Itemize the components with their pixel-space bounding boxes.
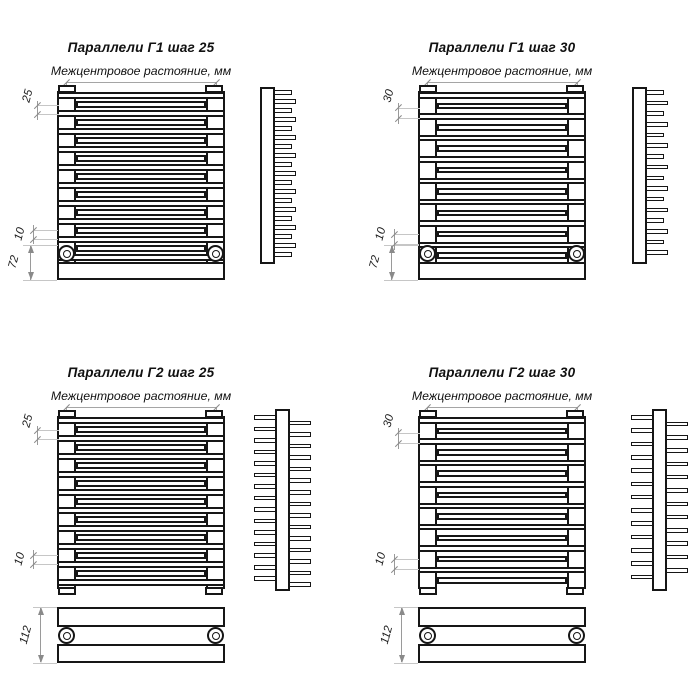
side-tooth-left bbox=[254, 576, 277, 581]
tube bbox=[418, 417, 586, 424]
gap-leader-2 bbox=[33, 239, 58, 240]
side-tooth bbox=[273, 180, 292, 185]
side-tooth-right bbox=[665, 435, 688, 440]
side-tooth-right bbox=[288, 513, 311, 518]
center-distance-label: Межцентровое растояние, мм bbox=[411, 389, 593, 403]
side-tooth-left bbox=[631, 415, 654, 420]
tube bbox=[418, 503, 586, 510]
drawing-graphics bbox=[0, 0, 339, 325]
drawing-g2-step-25 bbox=[0, 325, 339, 700]
side-tooth bbox=[645, 197, 664, 202]
center-distance-label: Межцентровое растояние, мм bbox=[50, 64, 232, 78]
side-tooth bbox=[273, 108, 292, 113]
side-tooth bbox=[645, 122, 668, 127]
drawing-graphics bbox=[361, 0, 700, 325]
side-tooth bbox=[273, 90, 292, 95]
side-tooth bbox=[273, 243, 296, 248]
tube bbox=[76, 155, 206, 162]
drawing-graphics bbox=[0, 325, 339, 700]
side-tooth-right bbox=[665, 502, 688, 507]
tube bbox=[437, 210, 567, 217]
tube bbox=[76, 227, 206, 234]
section-body-bottom bbox=[57, 644, 225, 663]
tube bbox=[76, 444, 206, 451]
side-tooth-right bbox=[288, 444, 311, 449]
side-tooth bbox=[645, 111, 664, 116]
side-tooth-left bbox=[254, 484, 277, 489]
tube bbox=[57, 471, 225, 478]
side-tooth-right bbox=[288, 525, 311, 530]
side-tooth-left bbox=[254, 438, 277, 443]
side-tooth-right bbox=[288, 559, 311, 564]
tube bbox=[76, 462, 206, 469]
gap-dimension-value: 10 bbox=[12, 551, 28, 567]
pitch-dimension-value: 30 bbox=[381, 88, 397, 104]
gap-leader-1 bbox=[33, 555, 58, 556]
section-height-dimension-value: 72 bbox=[6, 254, 22, 270]
tube bbox=[57, 92, 225, 99]
side-tooth-left bbox=[254, 542, 277, 547]
gap-dimension-value: 10 bbox=[373, 551, 389, 567]
section-body-top bbox=[418, 607, 586, 627]
side-tooth-right bbox=[665, 515, 688, 520]
side-tooth-left bbox=[631, 508, 654, 513]
tube bbox=[76, 191, 206, 198]
tube bbox=[418, 113, 586, 120]
tube bbox=[418, 545, 586, 552]
tube bbox=[57, 128, 225, 135]
drawing-title: Параллели Г2 шаг 25 bbox=[67, 365, 215, 380]
tube bbox=[76, 552, 206, 559]
tube bbox=[437, 252, 567, 259]
tube bbox=[418, 524, 586, 531]
pitch-dimension-value: 30 bbox=[381, 413, 397, 429]
side-tooth-right bbox=[288, 582, 311, 587]
side-tooth bbox=[273, 135, 296, 140]
side-tooth-right bbox=[288, 490, 311, 495]
tube bbox=[57, 110, 225, 117]
side-tooth bbox=[645, 143, 668, 148]
side-tooth bbox=[273, 207, 296, 212]
connection-pipe-right-inner bbox=[573, 250, 581, 258]
gap-leader-1 bbox=[394, 234, 419, 235]
tube bbox=[57, 435, 225, 442]
side-tooth bbox=[273, 189, 296, 194]
side-tooth-right bbox=[665, 448, 688, 453]
tube bbox=[76, 534, 206, 541]
drawing-g2-step-30 bbox=[361, 325, 700, 700]
height-ext-top bbox=[23, 245, 58, 246]
tube bbox=[418, 92, 586, 99]
side-tooth bbox=[645, 176, 664, 181]
side-tooth-left bbox=[254, 473, 277, 478]
height-ext-top bbox=[33, 607, 57, 608]
side-tooth bbox=[645, 165, 668, 170]
gap-leader-1 bbox=[394, 559, 419, 560]
dimension-arrow-up bbox=[28, 245, 34, 253]
side-tooth-left bbox=[254, 427, 277, 432]
pitch-leader-2 bbox=[399, 443, 420, 444]
tube bbox=[57, 579, 225, 586]
tube bbox=[76, 245, 206, 252]
tube bbox=[437, 124, 567, 131]
side-tooth-right bbox=[665, 568, 688, 573]
side-tooth-right bbox=[288, 478, 311, 483]
tube bbox=[418, 178, 586, 185]
center-distance-dimension-line bbox=[428, 82, 578, 83]
side-tooth bbox=[645, 218, 664, 223]
gap-leader-2 bbox=[33, 564, 58, 565]
side-tooth-left bbox=[254, 507, 277, 512]
tube bbox=[418, 156, 586, 163]
tube bbox=[76, 209, 206, 216]
tube bbox=[76, 173, 206, 180]
height-ext-bottom bbox=[33, 663, 57, 664]
pitch-dimension-value: 25 bbox=[20, 88, 36, 104]
connection-pipe-left-inner bbox=[63, 250, 71, 258]
tube bbox=[57, 218, 225, 225]
tube bbox=[76, 119, 206, 126]
tube bbox=[437, 470, 567, 477]
tube bbox=[57, 200, 225, 207]
center-distance-label: Межцентровое растояние, мм bbox=[50, 389, 232, 403]
tube bbox=[76, 480, 206, 487]
side-tooth-left bbox=[631, 468, 654, 473]
side-tooth-right bbox=[665, 422, 688, 427]
tube bbox=[57, 254, 225, 261]
side-tooth-left bbox=[631, 495, 654, 500]
side-tooth bbox=[273, 162, 292, 167]
side-tooth-right bbox=[288, 421, 311, 426]
side-tooth-left bbox=[631, 521, 654, 526]
side-tooth-right bbox=[288, 548, 311, 553]
gap-dimension-value: 10 bbox=[12, 226, 28, 242]
height-dimension-line bbox=[40, 608, 41, 662]
side-tooth-right bbox=[665, 528, 688, 533]
tube bbox=[57, 453, 225, 460]
side-tooth-left bbox=[254, 565, 277, 570]
tube bbox=[57, 561, 225, 568]
side-collector bbox=[275, 409, 290, 591]
side-tooth-left bbox=[254, 461, 277, 466]
side-tooth-right bbox=[288, 455, 311, 460]
connection-pipe-left-inner bbox=[424, 632, 432, 640]
drawing-g1-step-30 bbox=[361, 0, 700, 325]
side-tooth bbox=[273, 171, 296, 176]
tube bbox=[76, 516, 206, 523]
tube bbox=[57, 146, 225, 153]
section-height-dimension-value: 72 bbox=[367, 254, 383, 270]
side-tooth-right bbox=[288, 467, 311, 472]
side-tooth bbox=[273, 216, 292, 221]
side-collector bbox=[632, 87, 647, 264]
connection-pipe-left-inner bbox=[424, 250, 432, 258]
drawing-title: Параллели Г2 шаг 30 bbox=[428, 365, 576, 380]
side-tooth-left bbox=[254, 530, 277, 535]
tube bbox=[418, 220, 586, 227]
dimension-arrow-up bbox=[399, 607, 405, 615]
pitch-leader-2 bbox=[38, 114, 59, 115]
tube bbox=[57, 507, 225, 514]
side-tooth-right bbox=[665, 555, 688, 560]
side-tooth bbox=[273, 153, 296, 158]
side-tooth bbox=[273, 198, 292, 203]
tube bbox=[437, 103, 567, 110]
tube bbox=[418, 438, 586, 445]
gap-dimension-value: 10 bbox=[373, 226, 389, 242]
tube bbox=[418, 199, 586, 206]
tube bbox=[418, 242, 586, 249]
tube bbox=[57, 543, 225, 550]
bottom-right-tab bbox=[205, 587, 223, 595]
pitch-leader-1 bbox=[38, 105, 59, 106]
side-tooth-left bbox=[254, 415, 277, 420]
side-tooth-left bbox=[631, 548, 654, 553]
pitch-leader-2 bbox=[38, 439, 59, 440]
side-tooth bbox=[273, 144, 292, 149]
side-tooth-left bbox=[254, 496, 277, 501]
side-tooth-right bbox=[288, 571, 311, 576]
tube bbox=[418, 460, 586, 467]
section-body bbox=[57, 262, 225, 280]
side-tooth bbox=[273, 234, 292, 239]
tube bbox=[437, 513, 567, 520]
tube bbox=[76, 498, 206, 505]
tube bbox=[76, 137, 206, 144]
side-tooth-left bbox=[631, 561, 654, 566]
connection-pipe-right-inner bbox=[573, 632, 581, 640]
tube bbox=[57, 164, 225, 171]
dimension-arrow-up bbox=[38, 607, 44, 615]
section-height-dimension-value: 112 bbox=[17, 624, 35, 646]
side-tooth-left bbox=[631, 442, 654, 447]
side-tooth bbox=[645, 186, 668, 191]
bottom-right-tab bbox=[566, 587, 584, 595]
center-distance-dimension-line bbox=[67, 82, 217, 83]
gap-leader-1 bbox=[33, 230, 58, 231]
gap-leader-2 bbox=[394, 569, 419, 570]
side-tooth-right bbox=[665, 541, 688, 546]
connection-pipe-right-inner bbox=[212, 250, 220, 258]
side-tooth bbox=[273, 99, 296, 104]
side-tooth bbox=[645, 154, 664, 159]
side-tooth-left bbox=[254, 519, 277, 524]
side-tooth-right bbox=[665, 462, 688, 467]
pitch-leader-1 bbox=[38, 430, 59, 431]
drawing-title: Параллели Г1 шаг 25 bbox=[67, 40, 215, 55]
drawing-g1-step-25 bbox=[0, 0, 339, 325]
center-distance-dimension-line bbox=[428, 407, 578, 408]
side-tooth-left bbox=[631, 482, 654, 487]
bottom-left-tab bbox=[58, 587, 76, 595]
tube bbox=[437, 577, 567, 584]
tube bbox=[437, 188, 567, 195]
side-tooth bbox=[273, 252, 292, 257]
side-tooth bbox=[645, 250, 668, 255]
center-distance-label: Межцентровое растояние, мм bbox=[411, 64, 593, 78]
tube bbox=[418, 481, 586, 488]
tube bbox=[57, 525, 225, 532]
tube bbox=[76, 426, 206, 433]
drawing-title: Параллели Г1 шаг 30 bbox=[428, 40, 576, 55]
section-body-top bbox=[57, 607, 225, 627]
tube bbox=[437, 535, 567, 542]
tube bbox=[57, 182, 225, 189]
tube bbox=[437, 449, 567, 456]
height-ext-bottom bbox=[384, 280, 418, 281]
side-tooth bbox=[645, 229, 668, 234]
height-ext-bottom bbox=[23, 280, 57, 281]
center-distance-dimension-line bbox=[67, 407, 217, 408]
tube bbox=[76, 101, 206, 108]
side-tooth bbox=[645, 208, 668, 213]
side-tooth-right bbox=[665, 488, 688, 493]
side-tooth-left bbox=[631, 428, 654, 433]
pitch-leader-1 bbox=[399, 433, 420, 434]
height-ext-bottom bbox=[394, 663, 418, 664]
tube bbox=[437, 167, 567, 174]
tube bbox=[418, 567, 586, 574]
drawing-graphics bbox=[361, 325, 700, 700]
tube bbox=[437, 556, 567, 563]
side-tooth-right bbox=[288, 502, 311, 507]
gap-leader-2 bbox=[394, 244, 419, 245]
connection-pipe-right-inner bbox=[212, 632, 220, 640]
pitch-leader-2 bbox=[399, 118, 420, 119]
side-tooth-left bbox=[631, 455, 654, 460]
height-dimension-line bbox=[401, 608, 402, 662]
side-tooth-left bbox=[254, 450, 277, 455]
tube bbox=[437, 492, 567, 499]
pitch-dimension-value: 25 bbox=[20, 413, 36, 429]
height-ext-top bbox=[394, 607, 418, 608]
side-tooth bbox=[645, 90, 664, 95]
tube bbox=[57, 489, 225, 496]
pitch-leader-1 bbox=[399, 108, 420, 109]
connection-pipe-left-inner bbox=[63, 632, 71, 640]
side-tooth-right bbox=[665, 475, 688, 480]
side-tooth bbox=[645, 240, 664, 245]
side-tooth bbox=[273, 126, 292, 131]
tube bbox=[76, 570, 206, 577]
section-body-bottom bbox=[418, 644, 586, 663]
tube bbox=[57, 236, 225, 243]
side-tooth bbox=[645, 133, 664, 138]
section-body bbox=[418, 262, 586, 280]
side-tooth-right bbox=[288, 536, 311, 541]
side-tooth-right bbox=[288, 432, 311, 437]
side-tooth-left bbox=[631, 575, 654, 580]
tube bbox=[437, 428, 567, 435]
side-collector bbox=[652, 409, 667, 591]
side-collector bbox=[260, 87, 275, 264]
tube bbox=[57, 417, 225, 424]
tube bbox=[437, 231, 567, 238]
section-height-dimension-value: 112 bbox=[378, 624, 396, 646]
bottom-left-tab bbox=[419, 587, 437, 595]
side-tooth bbox=[645, 101, 668, 106]
side-tooth bbox=[273, 225, 296, 230]
tube bbox=[418, 135, 586, 142]
side-tooth bbox=[273, 117, 296, 122]
side-tooth-left bbox=[254, 553, 277, 558]
tube bbox=[437, 145, 567, 152]
side-tooth-left bbox=[631, 535, 654, 540]
